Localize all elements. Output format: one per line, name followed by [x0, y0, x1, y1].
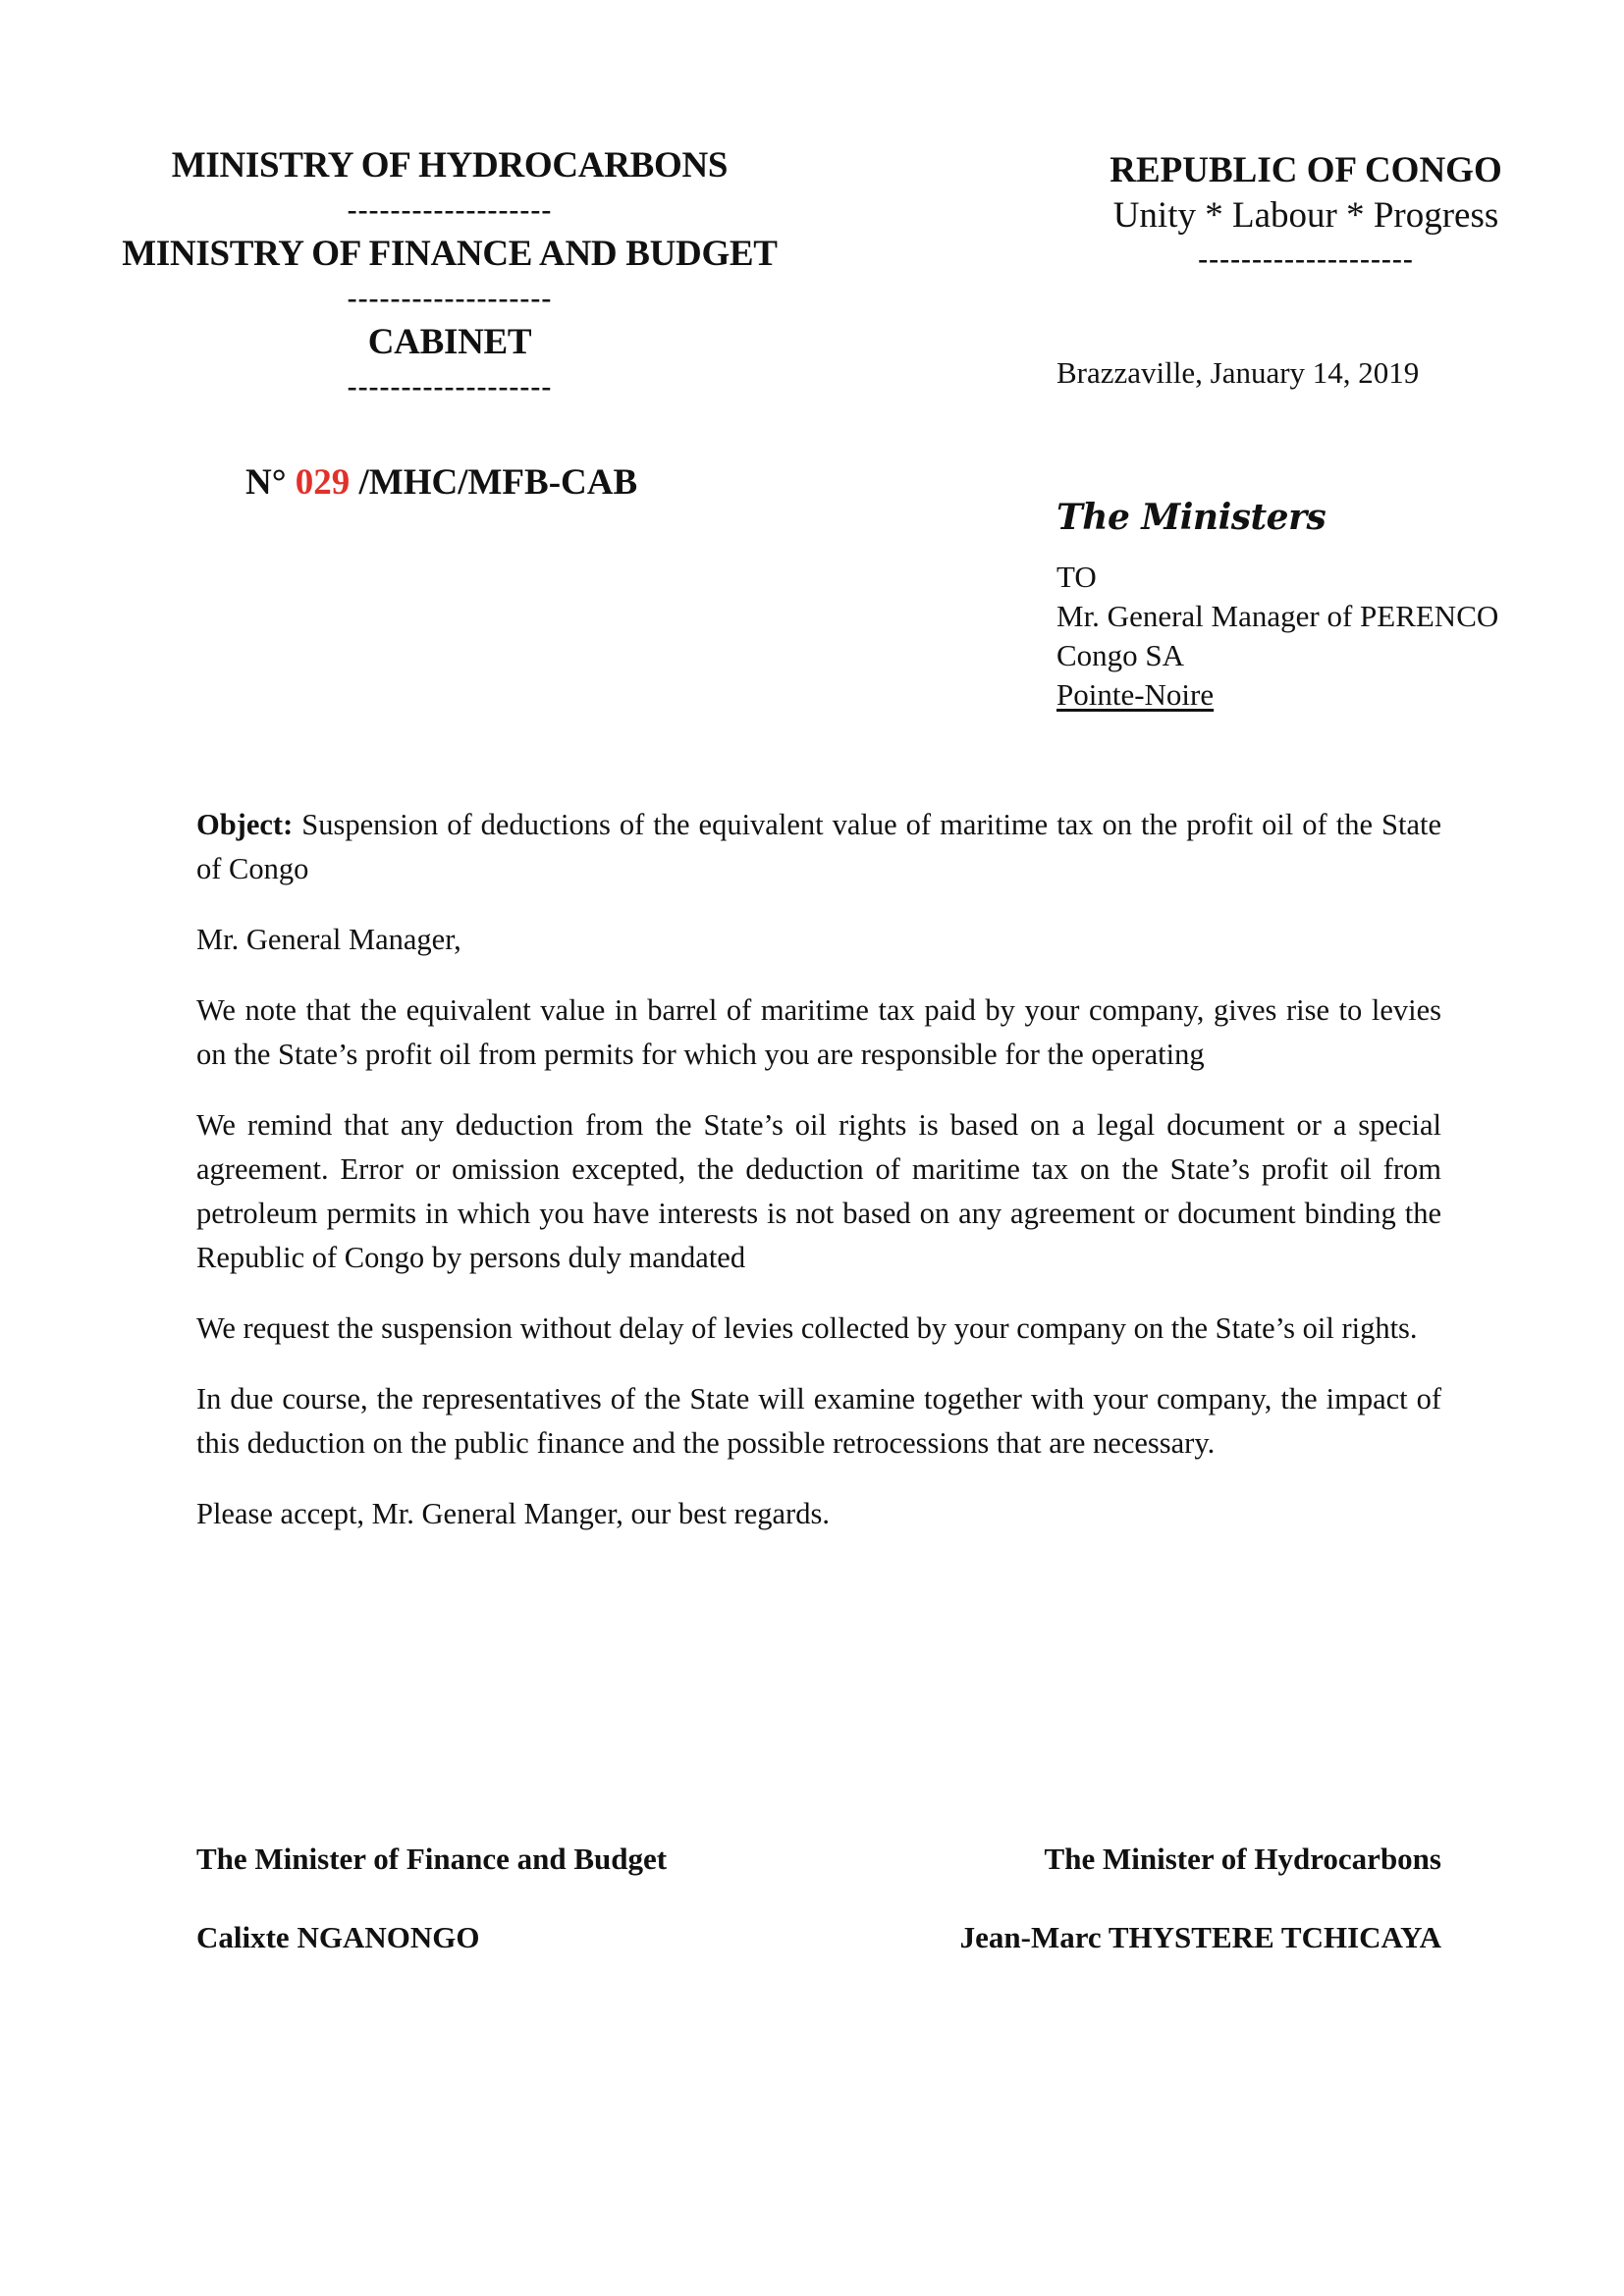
signature-name-finance: Calixte NGANONGO [196, 1920, 480, 1954]
header-separator: -------------------- [1198, 242, 1414, 275]
ministry-hydrocarbons: MINISTRY OF HYDROCARBONS [171, 145, 729, 186]
header-separator: ------------------- [347, 193, 553, 226]
country-name: REPUBLIC OF CONGO [1110, 150, 1502, 190]
cabinet-label: CABINET [367, 322, 532, 362]
reference-prefix: N° [245, 462, 287, 503]
body-paragraph: We note that the equivalent value in barrel of maritime tax paid by your company, gives rise to levies on the State’s profit oil from permits for which you are responsible for the operating [196, 993, 1441, 1071]
national-motto: Unity * Labour * Progress [1112, 195, 1499, 236]
closing-line: Please accept, Mr. General Manger, our best regards. [196, 1497, 830, 1530]
recipient-company: Congo SA [1056, 638, 1185, 672]
object-label: Object: [196, 808, 294, 841]
recipient-title: Mr. General Manager of PERENCO [1056, 599, 1499, 633]
header-separator: ------------------- [347, 370, 553, 402]
letter-body [196, 803, 1441, 1563]
object-line [196, 803, 1441, 891]
signature-title-finance: The Minister of Finance and Budget [196, 1842, 668, 1876]
reference-number-value: 029 [295, 462, 351, 503]
recipient-address [1056, 558, 1498, 715]
object-text: Suspension of deductions of the equivalent value of maritime tax on the profit oil of the State of Congo [196, 808, 1441, 885]
signature-name-hydrocarbons: Jean-Marc THYSTERE TCHICAYA [959, 1920, 1441, 1954]
body-paragraph: We request the suspension without delay of levies collected by your company on the State’s oil rights. [196, 1311, 1418, 1345]
recipient-city: Pointe-Noire [1056, 677, 1215, 712]
recipient-to: TO [1056, 560, 1097, 594]
ministry-finance-budget: MINISTRY OF FINANCE AND BUDGET [122, 234, 778, 274]
body-paragraph: We remind that any deduction from the State’s oil rights is based on a legal document or a special agreement. Error or omission excepted, the deduction of maritime tax on the State’s profit oil from petroleum permits in which you have interests is not based on any agreement or document binding the Republic of Congo by persons duly mandated [196, 1108, 1441, 1274]
signature-title-hydrocarbons: The Minister of Hydrocarbons [1044, 1842, 1441, 1876]
issuing-authority-header [118, 143, 782, 408]
body-paragraph: In due course, the representatives of the State will examine together with your company, the impact of this deduction on the public finance and the possible retrocessions that are necessary. [196, 1382, 1441, 1460]
header-separator: ------------------- [347, 282, 553, 314]
date-line: Brazzaville, January 14, 2019 [1056, 355, 1420, 390]
reference-number [245, 461, 637, 504]
reference-suffix: /MHC/MFB-CAB [358, 462, 638, 503]
country-header [1041, 147, 1571, 281]
sender-label: The Ministers [1056, 497, 1326, 538]
salutation: Mr. General Manager, [196, 923, 461, 956]
